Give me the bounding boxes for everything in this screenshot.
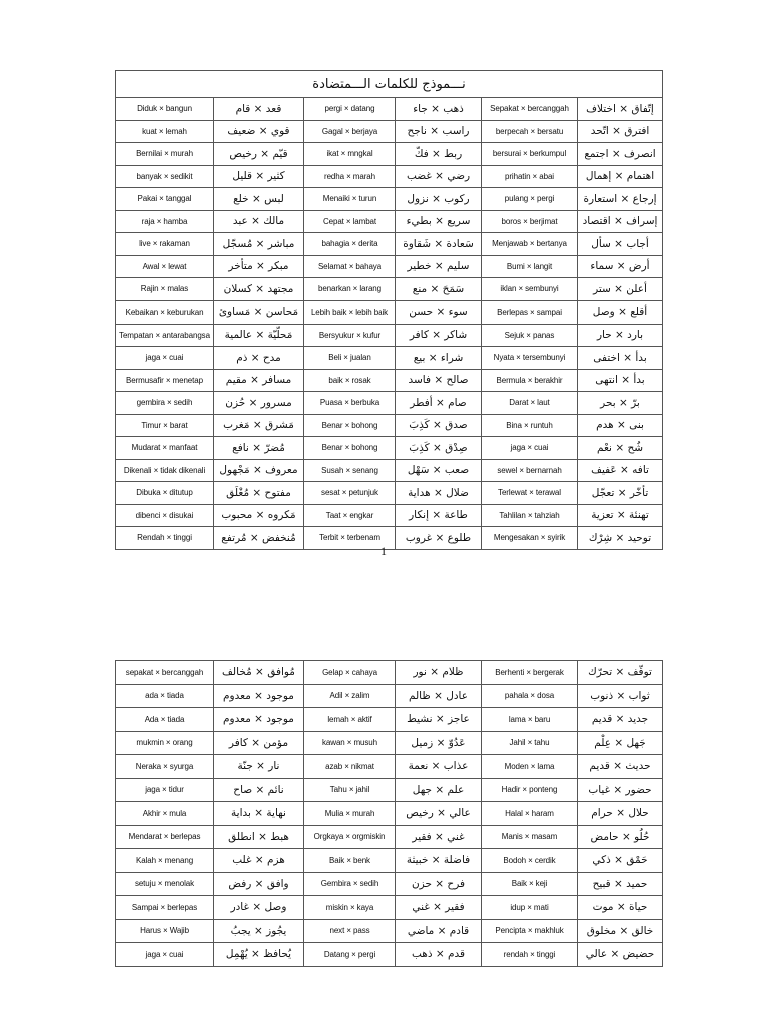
arabic-antonym-cell: صِدْق × كَذِبَ bbox=[396, 437, 482, 460]
malay-antonym-cell: Taat × engkar bbox=[304, 504, 396, 527]
malay-antonym-cell: lama × baru bbox=[482, 708, 578, 732]
table-row bbox=[116, 98, 663, 121]
arabic-antonym-cell: سَمَحَ × منع bbox=[396, 278, 482, 301]
malay-antonym-cell: idup × mati bbox=[482, 896, 578, 920]
arabic-antonym-cell: إرجاع × استعارة bbox=[578, 188, 663, 211]
antonym-table-page-1 bbox=[115, 70, 663, 550]
table-row bbox=[116, 802, 663, 826]
arabic-antonym-cell: صعب × سَهْل bbox=[396, 459, 482, 482]
arabic-antonym-cell: نار × جنّة bbox=[214, 755, 304, 779]
arabic-antonym-cell: نائم × صاح bbox=[214, 778, 304, 802]
arabic-antonym-cell: أجاب × سأل bbox=[578, 233, 663, 256]
malay-antonym-cell: Benar × bohong bbox=[304, 414, 396, 437]
table-row bbox=[116, 437, 663, 460]
arabic-antonym-cell: صدق × كَذِبَ bbox=[396, 414, 482, 437]
table-row bbox=[116, 708, 663, 732]
table-row bbox=[116, 392, 663, 415]
arabic-antonym-cell: حميد × قبيح bbox=[578, 872, 663, 896]
arabic-antonym-cell: علم × جهل bbox=[396, 778, 482, 802]
arabic-antonym-cell: إسراف × اقتصاد bbox=[578, 210, 663, 233]
arabic-antonym-cell: مُوافق × مُخالف bbox=[214, 661, 304, 685]
arabic-antonym-cell: ضلال × هداية bbox=[396, 482, 482, 505]
arabic-antonym-cell: مدح × ذم bbox=[214, 347, 304, 370]
malay-antonym-cell: Tahu × jahil bbox=[304, 778, 396, 802]
malay-antonym-cell: Moden × lama bbox=[482, 755, 578, 779]
malay-antonym-cell: Orgkaya × orgmiskin bbox=[304, 825, 396, 849]
arabic-antonym-cell: مبكر × متأخر bbox=[214, 255, 304, 278]
arabic-antonym-cell: راسب × ناجح bbox=[396, 120, 482, 143]
malay-antonym-cell: Bernilai × murah bbox=[116, 143, 214, 166]
arabic-antonym-cell: مَحلّيّة × عالمية bbox=[214, 324, 304, 347]
malay-antonym-cell: azab × nikmat bbox=[304, 755, 396, 779]
arabic-antonym-cell: فقير × غني bbox=[396, 896, 482, 920]
arabic-antonym-cell: شُح × نعْم bbox=[578, 437, 663, 460]
table-row bbox=[116, 872, 663, 896]
arabic-antonym-cell: مُنخفض × مُرتفع bbox=[214, 527, 304, 550]
table-row bbox=[116, 778, 663, 802]
malay-antonym-cell: next × pass bbox=[304, 919, 396, 943]
arabic-antonym-cell: تأخّر × تعجّل bbox=[578, 482, 663, 505]
malay-antonym-cell: Mudarat × manfaat bbox=[116, 437, 214, 460]
malay-antonym-cell: baik × rosak bbox=[304, 369, 396, 392]
malay-antonym-cell: kawan × musuh bbox=[304, 731, 396, 755]
malay-antonym-cell: Bersyukur × kufur bbox=[304, 324, 396, 347]
malay-antonym-cell: ikat × mngkal bbox=[304, 143, 396, 166]
malay-antonym-cell: bersurai × berkumpul bbox=[482, 143, 578, 166]
arabic-antonym-cell: إتّفاق × اختلاف bbox=[578, 98, 663, 121]
malay-antonym-cell: Timur × barat bbox=[116, 414, 214, 437]
arabic-antonym-cell: برّ × بحر bbox=[578, 392, 663, 415]
malay-antonym-cell: gembira × sedih bbox=[116, 392, 214, 415]
arabic-antonym-cell: بارد × حار bbox=[578, 324, 663, 347]
malay-antonym-cell: Halal × haram bbox=[482, 802, 578, 826]
arabic-antonym-cell: مَكروه × محبوب bbox=[214, 504, 304, 527]
malay-antonym-cell: Nyata × tersembunyi bbox=[482, 347, 578, 370]
arabic-antonym-cell: تافه × عَفيف bbox=[578, 459, 663, 482]
malay-antonym-cell: iklan × sembunyi bbox=[482, 278, 578, 301]
page-number: 1 bbox=[381, 544, 387, 558]
table-row bbox=[116, 255, 663, 278]
arabic-antonym-cell: حياة × موت bbox=[578, 896, 663, 920]
malay-antonym-cell: Tahlilan × tahziah bbox=[482, 504, 578, 527]
arabic-antonym-cell: مسرور × حُزن bbox=[214, 392, 304, 415]
arabic-antonym-cell: موجود × معدوم bbox=[214, 708, 304, 732]
table-row bbox=[116, 684, 663, 708]
arabic-antonym-cell: عذاب × نعمة bbox=[396, 755, 482, 779]
arabic-antonym-cell: يجُوز × يجبُ bbox=[214, 919, 304, 943]
arabic-antonym-cell: سوء × حسن bbox=[396, 300, 482, 324]
arabic-antonym-cell: هبط × انطلق bbox=[214, 825, 304, 849]
malay-antonym-cell: ada × tiada bbox=[116, 684, 214, 708]
malay-antonym-cell: setuju × menolak bbox=[116, 872, 214, 896]
malay-antonym-cell: Rajin × malas bbox=[116, 278, 214, 301]
arabic-antonym-cell: ظلام × نور bbox=[396, 661, 482, 685]
malay-antonym-cell: jaga × cuai bbox=[482, 437, 578, 460]
malay-antonym-cell: miskin × kaya bbox=[304, 896, 396, 920]
malay-antonym-cell: dibenci × disukai bbox=[116, 504, 214, 527]
arabic-antonym-cell: بدأ × انتهى bbox=[578, 369, 663, 392]
table-row bbox=[116, 504, 663, 527]
arabic-antonym-cell: نهاية × بداية bbox=[214, 802, 304, 826]
malay-antonym-cell: pulang × pergi bbox=[482, 188, 578, 211]
arabic-antonym-cell: حضيض × عالي bbox=[578, 943, 663, 967]
malay-antonym-cell: pergi × datang bbox=[304, 98, 396, 121]
malay-antonym-cell: Baik × benk bbox=[304, 849, 396, 873]
malay-antonym-cell: redha × marah bbox=[304, 165, 396, 188]
arabic-antonym-cell: حضور × غياب bbox=[578, 778, 663, 802]
malay-antonym-cell: live × rakaman bbox=[116, 233, 214, 256]
malay-antonym-cell: Ada × tiada bbox=[116, 708, 214, 732]
malay-antonym-cell: Terlewat × terawal bbox=[482, 482, 578, 505]
malay-antonym-cell: Menjawab × bertanya bbox=[482, 233, 578, 256]
table-row bbox=[116, 482, 663, 505]
table-row bbox=[116, 459, 663, 482]
malay-antonym-cell: boros × berjimat bbox=[482, 210, 578, 233]
arabic-antonym-cell: قدم × ذهب bbox=[396, 943, 482, 967]
arabic-antonym-cell: مالك × عبد bbox=[214, 210, 304, 233]
malay-antonym-cell: bahagia × derita bbox=[304, 233, 396, 256]
antonym-table-page-2 bbox=[115, 660, 663, 967]
malay-antonym-cell: jaga × tidur bbox=[116, 778, 214, 802]
arabic-antonym-cell: مُضرّ × نافع bbox=[214, 437, 304, 460]
table-row bbox=[116, 896, 663, 920]
malay-antonym-cell: Kalah × menang bbox=[116, 849, 214, 873]
table-row bbox=[116, 210, 663, 233]
malay-antonym-cell: Bermusafir × menetap bbox=[116, 369, 214, 392]
malay-antonym-cell: Rendah × tinggi bbox=[116, 527, 214, 550]
malay-antonym-cell: Berhenti × bergerak bbox=[482, 661, 578, 685]
arabic-antonym-cell: بدأ × اختفى bbox=[578, 347, 663, 370]
malay-antonym-cell: Bina × runtuh bbox=[482, 414, 578, 437]
arabic-antonym-cell: بنى × هدم bbox=[578, 414, 663, 437]
malay-antonym-cell: jaga × cuai bbox=[116, 943, 214, 967]
table-row bbox=[116, 300, 663, 324]
arabic-antonym-cell: اهتمام × إهمال bbox=[578, 165, 663, 188]
malay-antonym-cell: Awal × lewat bbox=[116, 255, 214, 278]
malay-antonym-cell: Jahil × tahu bbox=[482, 731, 578, 755]
malay-antonym-cell: Gelap × cahaya bbox=[304, 661, 396, 685]
malay-antonym-cell: Sepakat × bercanggah bbox=[482, 98, 578, 121]
arabic-antonym-cell: ثواب × ذنوب bbox=[578, 684, 663, 708]
arabic-antonym-cell: سَعادة × شَقاوة bbox=[396, 233, 482, 256]
arabic-antonym-cell: أقلع × وصل bbox=[578, 300, 663, 324]
malay-antonym-cell: rendah × tinggi bbox=[482, 943, 578, 967]
arabic-antonym-cell: صام × أفطر bbox=[396, 392, 482, 415]
malay-antonym-cell: berpecah × bersatu bbox=[482, 120, 578, 143]
malay-antonym-cell: Berlepas × sampai bbox=[482, 300, 578, 324]
arabic-antonym-cell: وافق × رفض bbox=[214, 872, 304, 896]
arabic-antonym-cell: طاعة × إنكار bbox=[396, 504, 482, 527]
arabic-antonym-cell: مؤمن × كافر bbox=[214, 731, 304, 755]
arabic-antonym-cell: معروف × مَجْهول bbox=[214, 459, 304, 482]
arabic-antonym-cell: لبس × خلع bbox=[214, 188, 304, 211]
arabic-antonym-cell: موجود × معدوم bbox=[214, 684, 304, 708]
arabic-antonym-cell: قعد × قام bbox=[214, 98, 304, 121]
malay-antonym-cell: jaga × cuai bbox=[116, 347, 214, 370]
malay-antonym-cell: Dibuka × ditutup bbox=[116, 482, 214, 505]
arabic-antonym-cell: ربط × فكّ bbox=[396, 143, 482, 166]
malay-antonym-cell: Akhir × mula bbox=[116, 802, 214, 826]
arabic-antonym-cell: خالق × مخلوق bbox=[578, 919, 663, 943]
table-row bbox=[116, 919, 663, 943]
table-row bbox=[116, 143, 663, 166]
arabic-antonym-cell: حديث × قديم bbox=[578, 755, 663, 779]
malay-antonym-cell: Pakai × tanggal bbox=[116, 188, 214, 211]
table-row bbox=[116, 278, 663, 301]
arabic-antonym-cell: شاكر × كافر bbox=[396, 324, 482, 347]
malay-antonym-cell: Bumi × langit bbox=[482, 255, 578, 278]
arabic-antonym-cell: هزم × غلب bbox=[214, 849, 304, 873]
malay-antonym-cell: Beli × jualan bbox=[304, 347, 396, 370]
arabic-antonym-cell: توقّف × تحرّك bbox=[578, 661, 663, 685]
arabic-antonym-cell: فاضلة × خبيثة bbox=[396, 849, 482, 873]
table-row bbox=[116, 324, 663, 347]
malay-antonym-cell: sewel × bernarnah bbox=[482, 459, 578, 482]
malay-antonym-cell: Selamat × bahaya bbox=[304, 255, 396, 278]
arabic-antonym-cell: جديد × قديم bbox=[578, 708, 663, 732]
table-row bbox=[116, 731, 663, 755]
malay-antonym-cell: prihatin × abai bbox=[482, 165, 578, 188]
malay-antonym-cell: benarkan × larang bbox=[304, 278, 396, 301]
malay-antonym-cell: Tempatan × antarabangsa bbox=[116, 324, 214, 347]
malay-antonym-cell: pahala × dosa bbox=[482, 684, 578, 708]
arabic-antonym-cell: غني × فقير bbox=[396, 825, 482, 849]
malay-antonym-cell: Sampai × berlepas bbox=[116, 896, 214, 920]
malay-antonym-cell: Harus × Wajib bbox=[116, 919, 214, 943]
malay-antonym-cell: raja × hamba bbox=[116, 210, 214, 233]
malay-antonym-cell: Hadir × ponteng bbox=[482, 778, 578, 802]
malay-antonym-cell: Darat × laut bbox=[482, 392, 578, 415]
arabic-antonym-cell: عاجز × نشيط bbox=[396, 708, 482, 732]
arabic-antonym-cell: عادل × ظالم bbox=[396, 684, 482, 708]
arabic-antonym-cell: جَهل × عِلْم bbox=[578, 731, 663, 755]
malay-antonym-cell: Benar × bohong bbox=[304, 437, 396, 460]
arabic-antonym-cell: مفتوح × مُغْلَق bbox=[214, 482, 304, 505]
arabic-antonym-cell: شراء × بيع bbox=[396, 347, 482, 370]
malay-antonym-cell: kuat × lemah bbox=[116, 120, 214, 143]
arabic-antonym-cell: عالي × رخيص bbox=[396, 802, 482, 826]
arabic-antonym-cell: مباشر × مُسجّل bbox=[214, 233, 304, 256]
malay-antonym-cell: Adil × zalim bbox=[304, 684, 396, 708]
malay-antonym-cell: lemah × aktif bbox=[304, 708, 396, 732]
malay-antonym-cell: Dikenali × tidak dikenali bbox=[116, 459, 214, 482]
malay-antonym-cell: Gembira × sedih bbox=[304, 872, 396, 896]
malay-antonym-cell: Pencipta × makhluk bbox=[482, 919, 578, 943]
malay-antonym-cell: Neraka × syurga bbox=[116, 755, 214, 779]
arabic-antonym-cell: أعلن × ستر bbox=[578, 278, 663, 301]
arabic-antonym-cell: توحيد × شِرْك bbox=[578, 527, 663, 550]
arabic-antonym-cell: حُلُو × حامض bbox=[578, 825, 663, 849]
malay-antonym-cell: Mendarat × berlepas bbox=[116, 825, 214, 849]
arabic-antonym-cell: طلوع × غروب bbox=[396, 527, 482, 550]
malay-antonym-cell: Bodoh × cerdik bbox=[482, 849, 578, 873]
malay-antonym-cell: sesat × petunjuk bbox=[304, 482, 396, 505]
arabic-antonym-cell: رضي × غضب bbox=[396, 165, 482, 188]
arabic-antonym-cell: وصل × غادر bbox=[214, 896, 304, 920]
malay-antonym-cell: Bermula × berakhir bbox=[482, 369, 578, 392]
malay-antonym-cell: Terbit × terbenam bbox=[304, 527, 396, 550]
malay-antonym-cell: Lebih baik × lebih baik bbox=[304, 300, 396, 324]
arabic-antonym-cell: مسافر × مقيم bbox=[214, 369, 304, 392]
arabic-antonym-cell: ذهب × جاء bbox=[396, 98, 482, 121]
malay-antonym-cell: mukmin × orang bbox=[116, 731, 214, 755]
arabic-antonym-cell: قيّم × رخيص bbox=[214, 143, 304, 166]
table-row bbox=[116, 825, 663, 849]
table-row bbox=[116, 188, 663, 211]
table-row bbox=[116, 369, 663, 392]
arabic-antonym-cell: قوي × ضعيف bbox=[214, 120, 304, 143]
arabic-antonym-cell: سريع × بطيء bbox=[396, 210, 482, 233]
arabic-antonym-cell: صالح × فاسد bbox=[396, 369, 482, 392]
arabic-antonym-cell: قادم × ماضي bbox=[396, 919, 482, 943]
malay-antonym-cell: Diduk × bangun bbox=[116, 98, 214, 121]
table-row bbox=[116, 849, 663, 873]
malay-antonym-cell: Puasa × berbuka bbox=[304, 392, 396, 415]
table-row bbox=[116, 943, 663, 967]
malay-antonym-cell: Manis × masam bbox=[482, 825, 578, 849]
malay-antonym-cell: sepakat × bercanggah bbox=[116, 661, 214, 685]
malay-antonym-cell: banyak × sedikit bbox=[116, 165, 214, 188]
malay-antonym-cell: Datang × pergi bbox=[304, 943, 396, 967]
table-row bbox=[116, 755, 663, 779]
table-row bbox=[116, 661, 663, 685]
malay-antonym-cell: Susah × senang bbox=[304, 459, 396, 482]
arabic-antonym-cell: ركوب × نزول bbox=[396, 188, 482, 211]
malay-antonym-cell: Baik × keji bbox=[482, 872, 578, 896]
arabic-antonym-cell: يُحافظ × يُهْمِل bbox=[214, 943, 304, 967]
malay-antonym-cell: Gagal × berjaya bbox=[304, 120, 396, 143]
arabic-antonym-cell: كثير × قليل bbox=[214, 165, 304, 188]
malay-antonym-cell: Menaiki × turun bbox=[304, 188, 396, 211]
table-row bbox=[116, 165, 663, 188]
table-row bbox=[116, 233, 663, 256]
arabic-antonym-cell: مَحاسن × مَساوئ bbox=[214, 300, 304, 324]
malay-antonym-cell: Mulia × murah bbox=[304, 802, 396, 826]
arabic-antonym-cell: عَدُوّ × زميل bbox=[396, 731, 482, 755]
arabic-antonym-cell: سليم × خطير bbox=[396, 255, 482, 278]
arabic-antonym-cell: انصرف × اجتمع bbox=[578, 143, 663, 166]
arabic-antonym-cell: مجتهد × كسلان bbox=[214, 278, 304, 301]
table-title: نـــموذج للكلمات الـــمتضادة bbox=[116, 71, 663, 98]
table-row bbox=[116, 414, 663, 437]
table-row bbox=[116, 120, 663, 143]
malay-antonym-cell: Cepat × lambat bbox=[304, 210, 396, 233]
arabic-antonym-cell: فرح × حزن bbox=[396, 872, 482, 896]
arabic-antonym-cell: مَشرق × مَغرب bbox=[214, 414, 304, 437]
arabic-antonym-cell: افترق × اتّحد bbox=[578, 120, 663, 143]
malay-antonym-cell: Sejuk × panas bbox=[482, 324, 578, 347]
malay-antonym-cell: Mengesakan × syirik bbox=[482, 527, 578, 550]
table-row bbox=[116, 347, 663, 370]
arabic-antonym-cell: تهنئة × تعزية bbox=[578, 504, 663, 527]
arabic-antonym-cell: حلال × حرام bbox=[578, 802, 663, 826]
arabic-antonym-cell: أرض × سماء bbox=[578, 255, 663, 278]
arabic-antonym-cell: حَمْق × ذكي bbox=[578, 849, 663, 873]
malay-antonym-cell: Kebaikan × keburukan bbox=[116, 300, 214, 324]
